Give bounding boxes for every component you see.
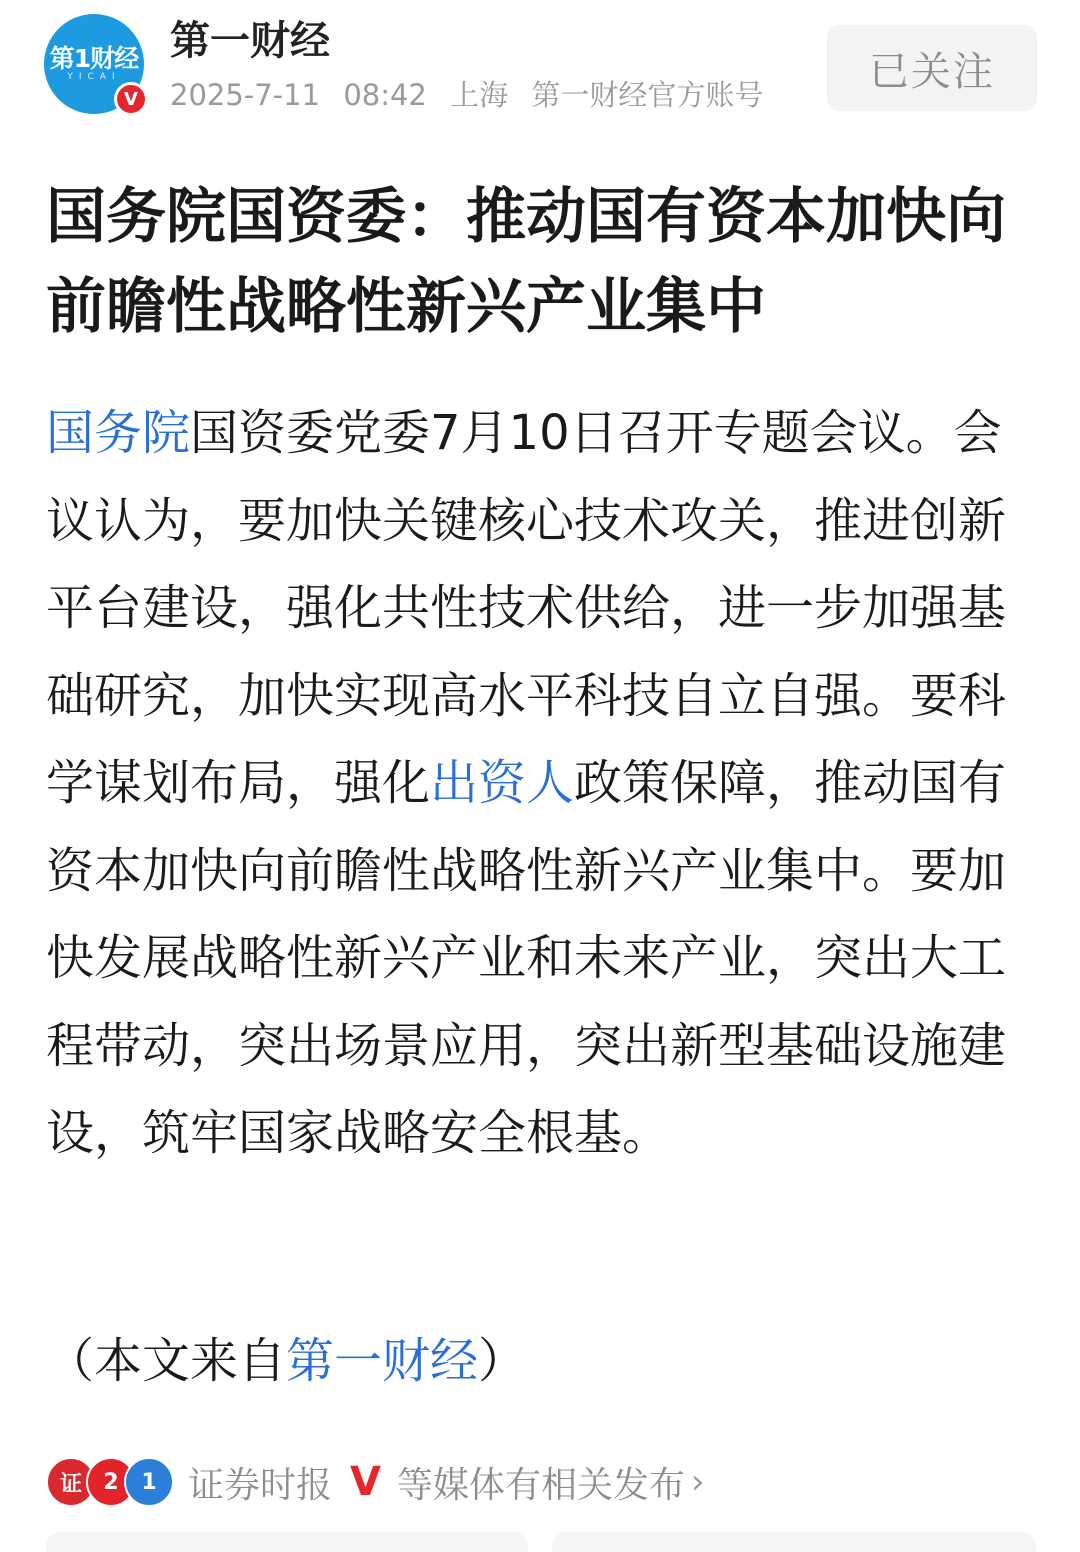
avatar-logo-text: 第1财经	[49, 44, 139, 73]
source-close: ）	[478, 1333, 527, 1389]
entity-link-chuziren[interactable]: 出资人	[430, 755, 575, 811]
post-time: 08:42	[343, 78, 427, 112]
avatar-logo-sub: YICAI	[67, 72, 121, 82]
verified-badge-icon: V	[114, 82, 148, 116]
article-text-part1: 国资委党委7月10日召开专题会议。会议认为，要加快关键核心技术攻关，推进创新平台建设，强化共性技术供给，进一步加强基础研究，加快实现高水平科技自立自强。要科学谋划布局，强化	[46, 405, 1007, 811]
verified-v-icon: V	[350, 1459, 381, 1505]
recommend-card-left[interactable]	[46, 1532, 528, 1552]
21-century-icon: 2	[86, 1457, 136, 1507]
post-date: 2025-7-11	[170, 78, 321, 112]
account-avatar[interactable]	[44, 14, 148, 118]
securities-times-icon: 证	[46, 1457, 96, 1507]
account-description: 第一财经官方账号	[531, 78, 764, 112]
media-icons-group	[46, 1457, 176, 1507]
related-media-bar[interactable]	[46, 1452, 705, 1512]
recommend-card-right[interactable]	[552, 1532, 1036, 1552]
source-link[interactable]: 第一财经	[286, 1333, 479, 1389]
account-name[interactable]: 第一财经	[170, 18, 330, 64]
bottom-card-row	[46, 1532, 1036, 1552]
article-source	[46, 1318, 526, 1405]
related-media-text	[188, 1457, 705, 1508]
media-outlet-icon: 1	[124, 1457, 174, 1507]
related-media-name: 证券时报	[188, 1464, 333, 1506]
follow-button[interactable]: 已关注	[827, 25, 1037, 111]
post-location: 上海	[450, 78, 509, 112]
article-header	[0, 0, 1080, 130]
chevron-right-icon: ›	[691, 1462, 705, 1502]
article-title: 国务院国资委：推动国有资本加快向前瞻性战略性新兴产业集中	[46, 182, 1006, 342]
article-text-part2: 政策保障，推动国有资本加快向前瞻性战略性新兴产业集中。要加快发展战略性新兴产业和未来产业，突出大工程带动，突出场景应用，突出新型基础设施建设，筑牢国家战略安全根基。	[46, 755, 1007, 1161]
article-body	[46, 390, 1040, 1178]
related-media-suffix: 等媒体有相关发布	[396, 1464, 685, 1506]
entity-link-guowuyuan[interactable]: 国务院	[46, 405, 191, 461]
post-meta	[170, 76, 777, 114]
source-open: （本文来自	[46, 1333, 287, 1389]
